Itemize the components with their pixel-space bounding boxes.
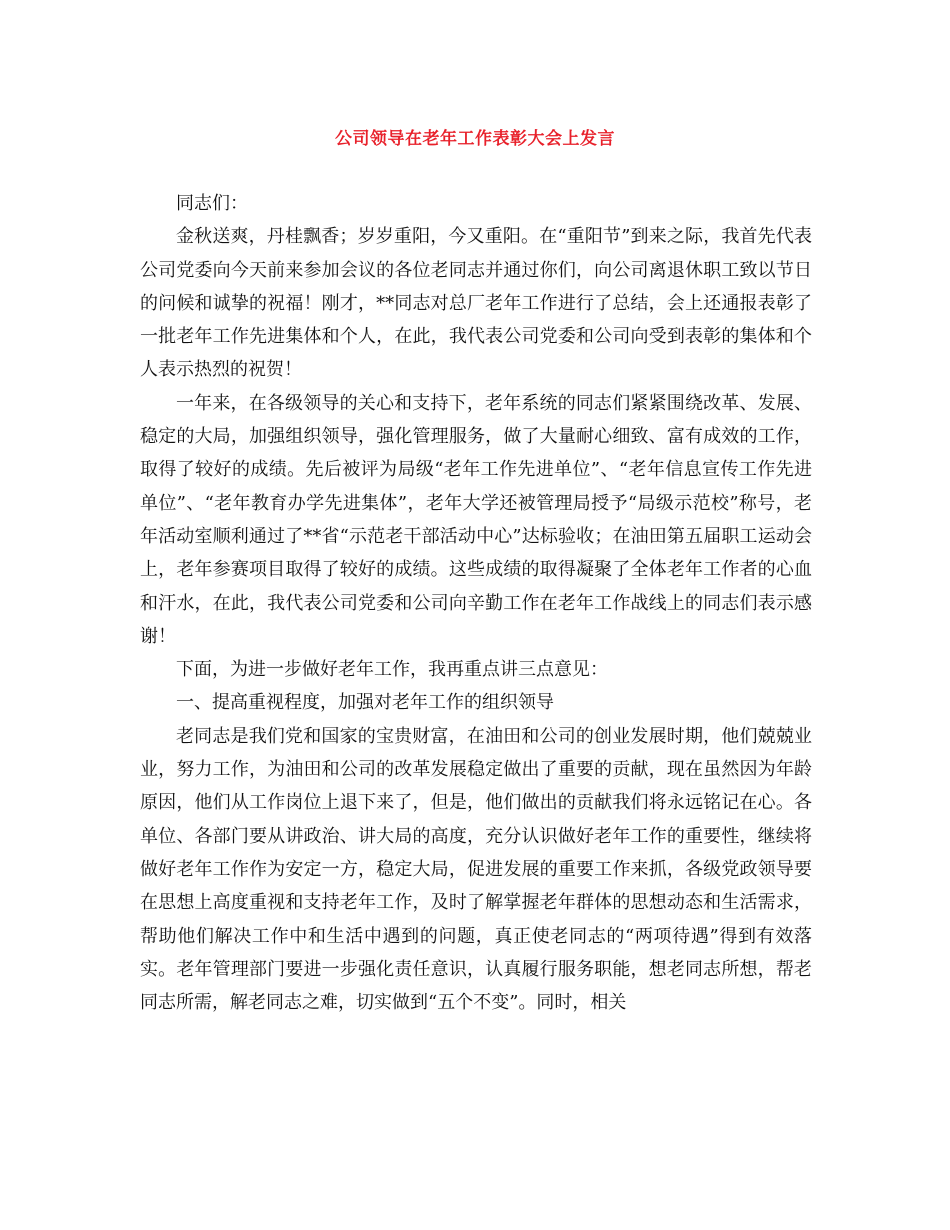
- section-1-paragraph: 老同志是我们党和国家的宝贵财富，在油田和公司的创业发展时期，他们兢兢业业，努力工作，为油田和公司的改革发展稳定做出了重要的贡献，现在虽然因为年龄原因，他们从工作岗位上退下来了，但是，他们做出的贡献我们将永远铭记在心。各单位、各部门要从讲政治、讲大局的高度，充分认识做好老年工作的重要性，继续将做好老年工作作为安定一方，稳定大局，促进发展的重要工作来抓，各级党政领导要在思想上高度重视和支持老年工作，及时了解掌握老年群体的思想动态和生活需求，帮助他们解决工作中和生活中遇到的问题，真正使老同志的“两项待遇”得到有效落实。老年管理部门要进一步强化责任意识，认真履行服务职能，想老同志所想，帮老同志所需，解老同志之难，切实做到“五个不变”。同时，相关: [140, 725, 812, 1014]
- transition-paragraph: 下面，为进一步做好老年工作，我再重点讲三点意见：: [176, 659, 608, 681]
- salutation-paragraph: 同志们：: [176, 193, 248, 214]
- achievements-paragraph: 一年来，在各级领导的关心和支持下，老年系统的同志们紧紧围绕改革、发展、稳定的大局，加强组织领导，强化管理服务，做了大量耐心细致、富有成效的工作，取得了较好的成绩。先后被评为局级“老年工作先进单位”、“老年信息宣传工作先进单位”、“老年教育办学先进集体”，老年大学还被管理局授予“局级示范校”称号，老年活动室顺利通过了**省“示范老干部活动中心”达标验收；在油田第五届职工运动会上，老年参赛项目取得了较好的成绩。这些成绩的取得凝聚了全体老年工作者的心血和汗水，在此，我代表公司党委和公司向辛勤工作在老年工作战线上的同志们表示感谢！: [140, 392, 812, 647]
- opening-paragraph: 金秋送爽，丹桂飘香；岁岁重阳，今又重阳。在“重阳节”到来之际，我首先代表公司党委向今天前来参加会议的各位老同志并通过你们，向公司离退休职工致以节日的问候和诚挚的祝福！刚才，**同志对总厂老年工作进行了总结，会上还通报表彰了一批老年工作先进集体和个人，在此，我代表公司党委和公司向受到表彰的集体和个人表示热烈的祝贺！: [140, 226, 812, 381]
- section-heading-1: 一、提高重视程度，加强对老年工作的组织领导: [176, 692, 554, 714]
- document-title: 公司领导在老年工作表彰大会上发言: [335, 129, 615, 149]
- document-body: [140, 187, 812, 1019]
